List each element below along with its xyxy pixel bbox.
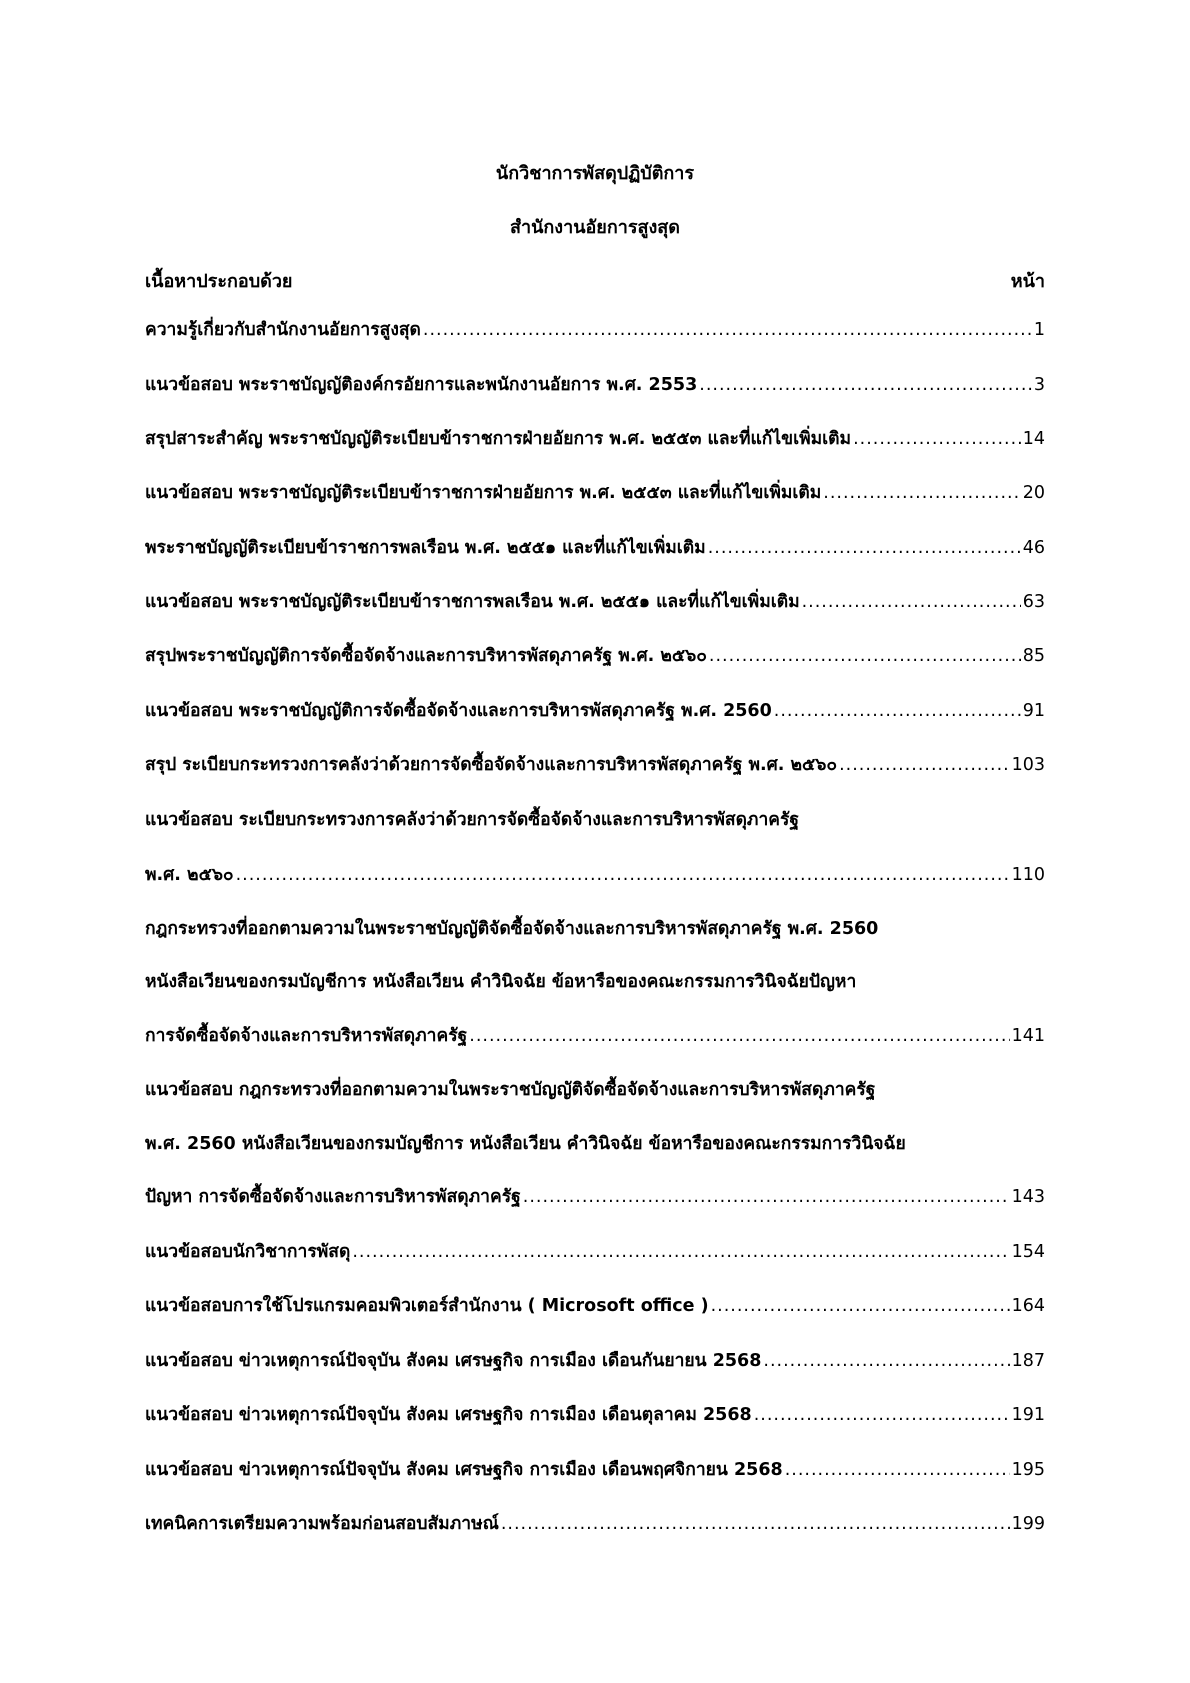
toc-entry: สรุป ระเบียบกระทรวงการคลังว่าด้วยการจัดซื้อจัดจ้างและการบริหารพัสดุภาครัฐ พ.ศ. ๒๕๖๐ ..... 103	[145, 750, 1045, 780]
page-number: 110	[1011, 865, 1045, 885]
toc-entry: ความรู้เกี่ยวกับสำนักงานอัยการสูงสุด ..... 1	[145, 315, 1045, 345]
page-number: 1	[1033, 320, 1045, 340]
toc-entry: แนวข้อสอบ ข่าวเหตุการณ์ปัจจุบัน สังคม เศรษฐกิจ การเมือง เดือนกันยายน 2568 ..... 187	[145, 1346, 1045, 1376]
toc-entry: แนวข้อสอบ พระราชบัญญัติระเบียบข้าราชการพลเรือน พ.ศ. ๒๕๕๑ และที่แก้ไขเพิ่มเติม ..... 63	[145, 587, 1045, 617]
page-number: 141	[1011, 1026, 1045, 1046]
toc-entry: พระราชบัญญัติระเบียบข้าราชการพลเรือน พ.ศ. ๒๕๕๑ และที่แก้ไขเพิ่มเติม ..... 46	[145, 533, 1045, 563]
toc-entry-line: กฎกระทรวงที่ออกตามความในพระราชบัญญัติจัดซื้อจัดจ้างและการบริหารพัสดุภาครัฐ พ.ศ. 2560	[145, 919, 879, 939]
toc-entry: พ.ศ. ๒๕๖๐ ..... 110	[145, 860, 1045, 890]
toc-entry: สรุปพระราชบัญญัติการจัดซื้อจัดจ้างและการบริหารพัสดุภาครัฐ พ.ศ. ๒๕๖๐ ..... 85	[145, 641, 1045, 671]
page-number: 195	[1011, 1460, 1045, 1480]
page-number: 20	[1022, 483, 1045, 503]
page-number: 191	[1011, 1405, 1045, 1425]
document-subtitle: สำนักงานอัยการสูงสุด	[510, 217, 680, 238]
toc-header	[145, 266, 1045, 295]
toc-entry: แนวข้อสอบ พระราชบัญญัติการจัดซื้อจัดจ้างและการบริหารพัสดุภาครัฐ พ.ศ. 2560 ..... 91	[145, 696, 1045, 726]
page-number: 143	[1011, 1187, 1045, 1207]
toc-entry: สรุปสาระสำคัญ พระราชบัญญัติระเบียบข้าราชการฝ่ายอัยการ พ.ศ. ๒๕๕๓ และที่แก้ไขเพิ่มเติม ..... 14	[145, 424, 1045, 454]
toc-entry-line: แนวข้อสอบ ระเบียบกระทรวงการคลังว่าด้วยการจัดซื้อจัดจ้างและการบริหารพัสดุภาครัฐ	[145, 810, 800, 830]
toc-entry: แนวข้อสอบ ข่าวเหตุการณ์ปัจจุบัน สังคม เศรษฐกิจ การเมือง เดือนพฤศจิกายน 2568 ..... 195	[145, 1455, 1045, 1485]
page-number: 199	[1011, 1514, 1045, 1534]
toc-entry: แนวข้อสอบ พระราชบัญญัติองค์กรอัยการและพนักงานอัยการ พ.ศ. 2553 ..... 3	[145, 370, 1045, 400]
toc-entry: แนวข้อสอบการใช้โปรแกรมคอมพิวเตอร์สำนักงาน ( Microsoft office ) ..... 164	[145, 1291, 1045, 1321]
page-number: 164	[1011, 1296, 1045, 1316]
page-number: 187	[1011, 1351, 1045, 1371]
contents-label: เนื้อหาประกอบด้วย	[145, 271, 293, 292]
page-number: 85	[1022, 646, 1045, 666]
toc-entry-line: หนังสือเวียนของกรมบัญชีการ หนังสือเวียน คำวินิจฉัย ข้อหารือของคณะกรรมการวินิจฉัยปัญหา	[145, 972, 857, 992]
page-column-label: หน้า	[1010, 271, 1045, 292]
page-number: 3	[1033, 375, 1045, 395]
toc-entry: แนวข้อสอบ ข่าวเหตุการณ์ปัจจุบัน สังคม เศรษฐกิจ การเมือง เดือนตุลาคม 2568 ..... 191	[145, 1400, 1045, 1430]
page-number: 103	[1011, 755, 1045, 775]
page-number: 63	[1022, 592, 1045, 612]
document-title: นักวิชาการพัสดุปฏิบัติการ	[495, 163, 695, 184]
toc-entry-line: แนวข้อสอบ กฎกระทรวงที่ออกตามความในพระราชบัญญัติจัดซื้อจัดจ้างและการบริหารพัสดุภาครัฐ	[145, 1080, 876, 1100]
page-number: 14	[1022, 429, 1045, 449]
toc-entry: ปัญหา การจัดซื้อจัดจ้างและการบริหารพัสดุภาครัฐ ..... 143	[145, 1182, 1045, 1212]
page-number: 91	[1022, 701, 1045, 721]
toc-entry: การจัดซื้อจัดจ้างและการบริหารพัสดุภาครัฐ ..... 141	[145, 1021, 1045, 1051]
toc-entry: เทคนิคการเตรียมความพร้อมก่อนสอบสัมภาษณ์ ..... 199	[145, 1509, 1045, 1539]
page-number: 46	[1022, 538, 1045, 558]
toc-entry: แนวข้อสอบนักวิชาการพัสดุ ..... 154	[145, 1237, 1045, 1267]
toc-entry: แนวข้อสอบ พระราชบัญญัติระเบียบข้าราชการฝ่ายอัยการ พ.ศ. ๒๕๕๓ และที่แก้ไขเพิ่มเติม ..... 20	[145, 478, 1045, 508]
toc-entry-line: พ.ศ. 2560 หนังสือเวียนของกรมบัญชีการ หนังสือเวียน คำวินิจฉัย ข้อหารือของคณะกรรมการวินิจฉัย	[145, 1134, 906, 1154]
page-number: 154	[1011, 1242, 1045, 1262]
